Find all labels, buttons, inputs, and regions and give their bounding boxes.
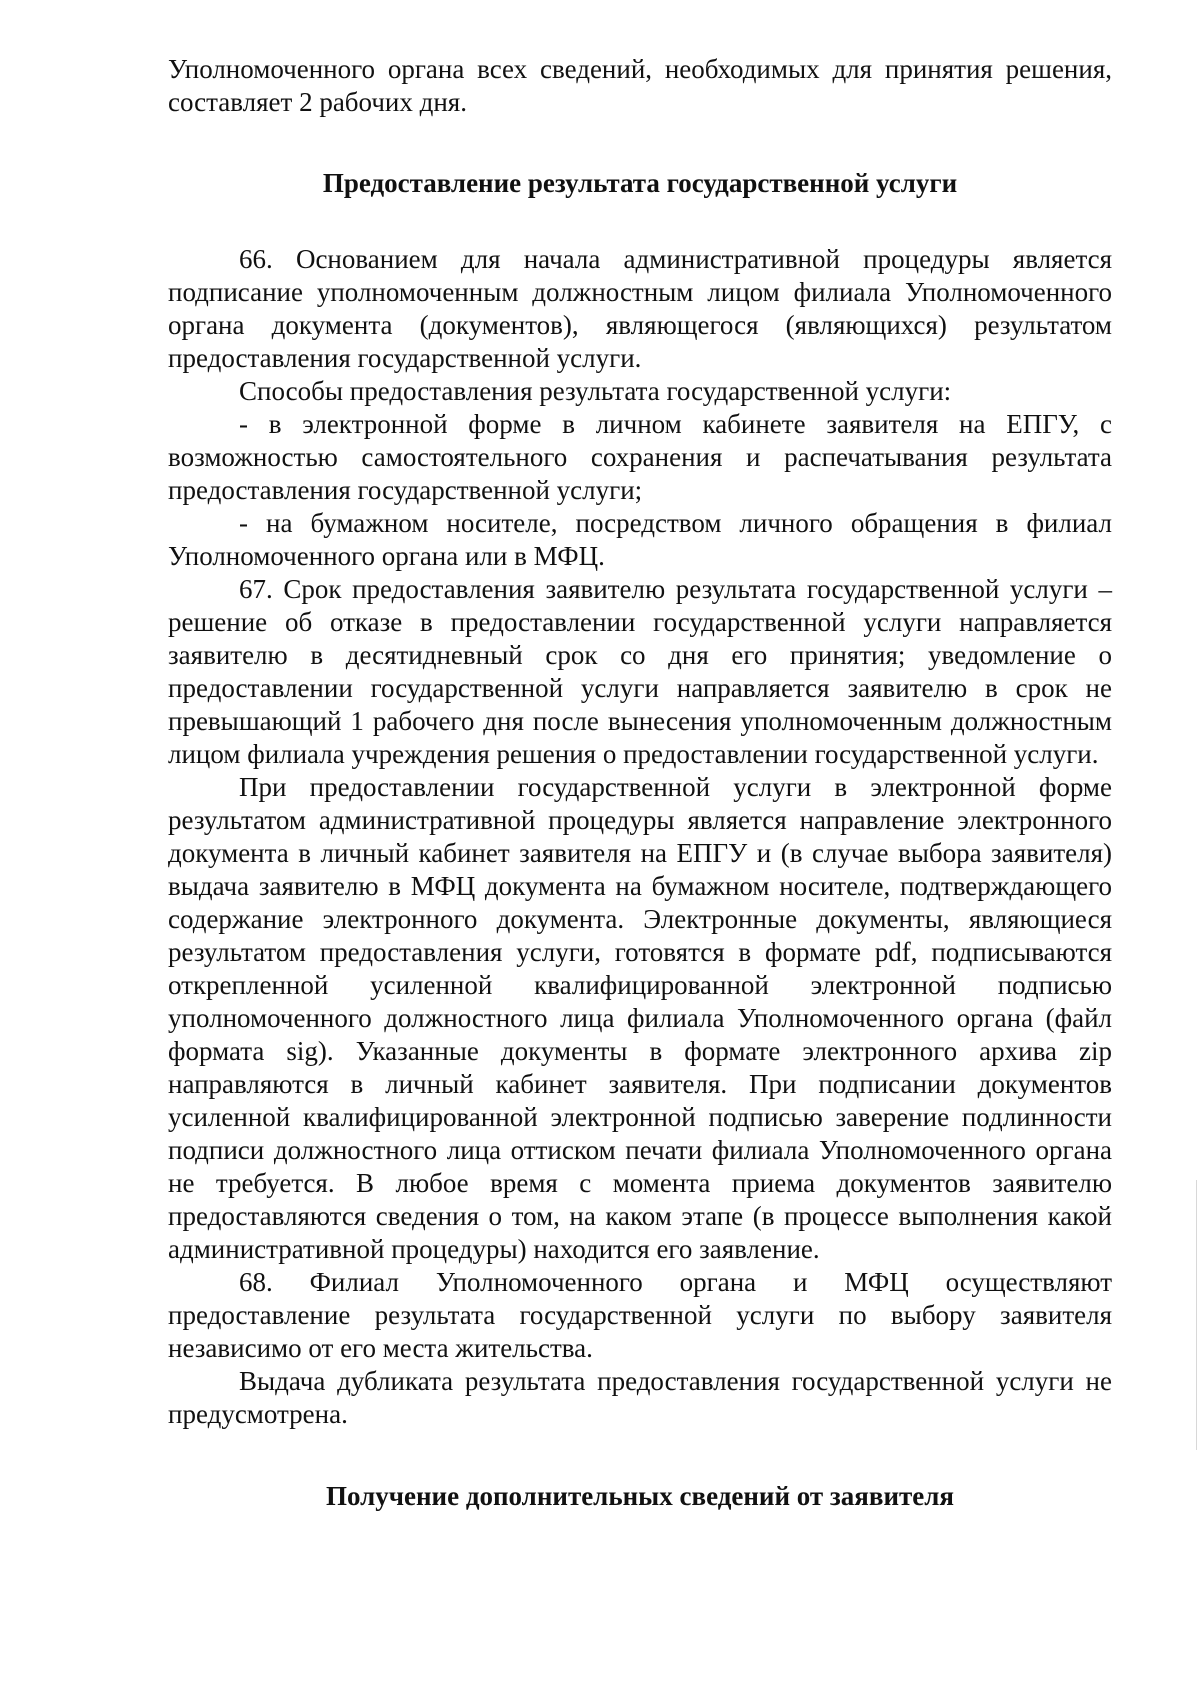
duplicate-paragraph: Выдача дубликата результата предоставления государственной услуги не предусмотрена.	[168, 1366, 1112, 1429]
paragraph-68: 68. Филиал Уполномоченного органа и МФЦ осуществляют предоставление результата государственной услуги по выбору заявителя независимо от его места жительства.	[168, 1267, 1112, 1363]
methods-intro: Способы предоставления результата государственной услуги:	[239, 376, 952, 406]
paragraph-67: 67. Срок предоставления заявителю результата государственной услуги – решение об отказе в предоставлении государственной услуги направляется заявителю в десятидневный срок со дня его принятия; уведомление о предоставлении государственной услуги направляется заявителю в срок не превышающий 1 рабочего дня после вынесения уполномоченным должностным лицом филиала учреждения решения о предоставлении государственной услуги.	[168, 574, 1112, 769]
intro-paragraph: Уполномоченного органа всех сведений, необходимых для принятия решения, составляет 2 рабочих дня.	[168, 54, 1112, 117]
section-heading-result: Предоставление результата государственной услуги	[322, 168, 958, 198]
section-heading-additional: Получение дополнительных сведений от заявителя	[325, 1481, 955, 1511]
electronic-result-paragraph: При предоставлении государственной услуги в электронной форме результатом административной процедуры является направление электронного документа в личный кабинет заявителя на ЕПГУ и (в случае выбора заявителя) выдача заявителю в МФЦ документа на бумажном носителе, подтверждающего содержание электронного документа. Электронные документы, являющиеся результатом предоставления услуги, готовятся в формате pdf, подписываются открепленной усиленной квалифицированной электронной подписью уполномоченного должностного лица филиала Уполномоченного органа (файл формата sig). Указанные документы в формате электронного архива zip направляются в личный кабинет заявителя. При подписании документов усиленной квалифицированной электронной подписью заверение подлинности подписи должностного лица оттиском печати филиала Уполномоченного органа не требуется. В любое время с момента приема документов заявителю предоставляются сведения о том, на каком этапе (в процессе выполнения какой административной процедуры) находится его заявление.	[168, 772, 1112, 1264]
scan-edge-mark	[1196, 1180, 1197, 1450]
method-electronic: - в электронной форме в личном кабинете заявителя на ЕПГУ, с возможностью самостоятельного сохранения и распечатывания результата предоставления государственной услуги;	[168, 409, 1112, 505]
method-paper: - на бумажном носителе, посредством личного обращения в филиал Уполномоченного органа или в МФЦ.	[168, 508, 1112, 571]
document-body	[168, 53, 1112, 1513]
paragraph-66: 66. Основанием для начала административной процедуры является подписание уполномоченным должностным лицом филиала Уполномоченного органа документа (документов), являющегося (являющихся) результатом предоставления государственной услуги.	[168, 244, 1112, 373]
